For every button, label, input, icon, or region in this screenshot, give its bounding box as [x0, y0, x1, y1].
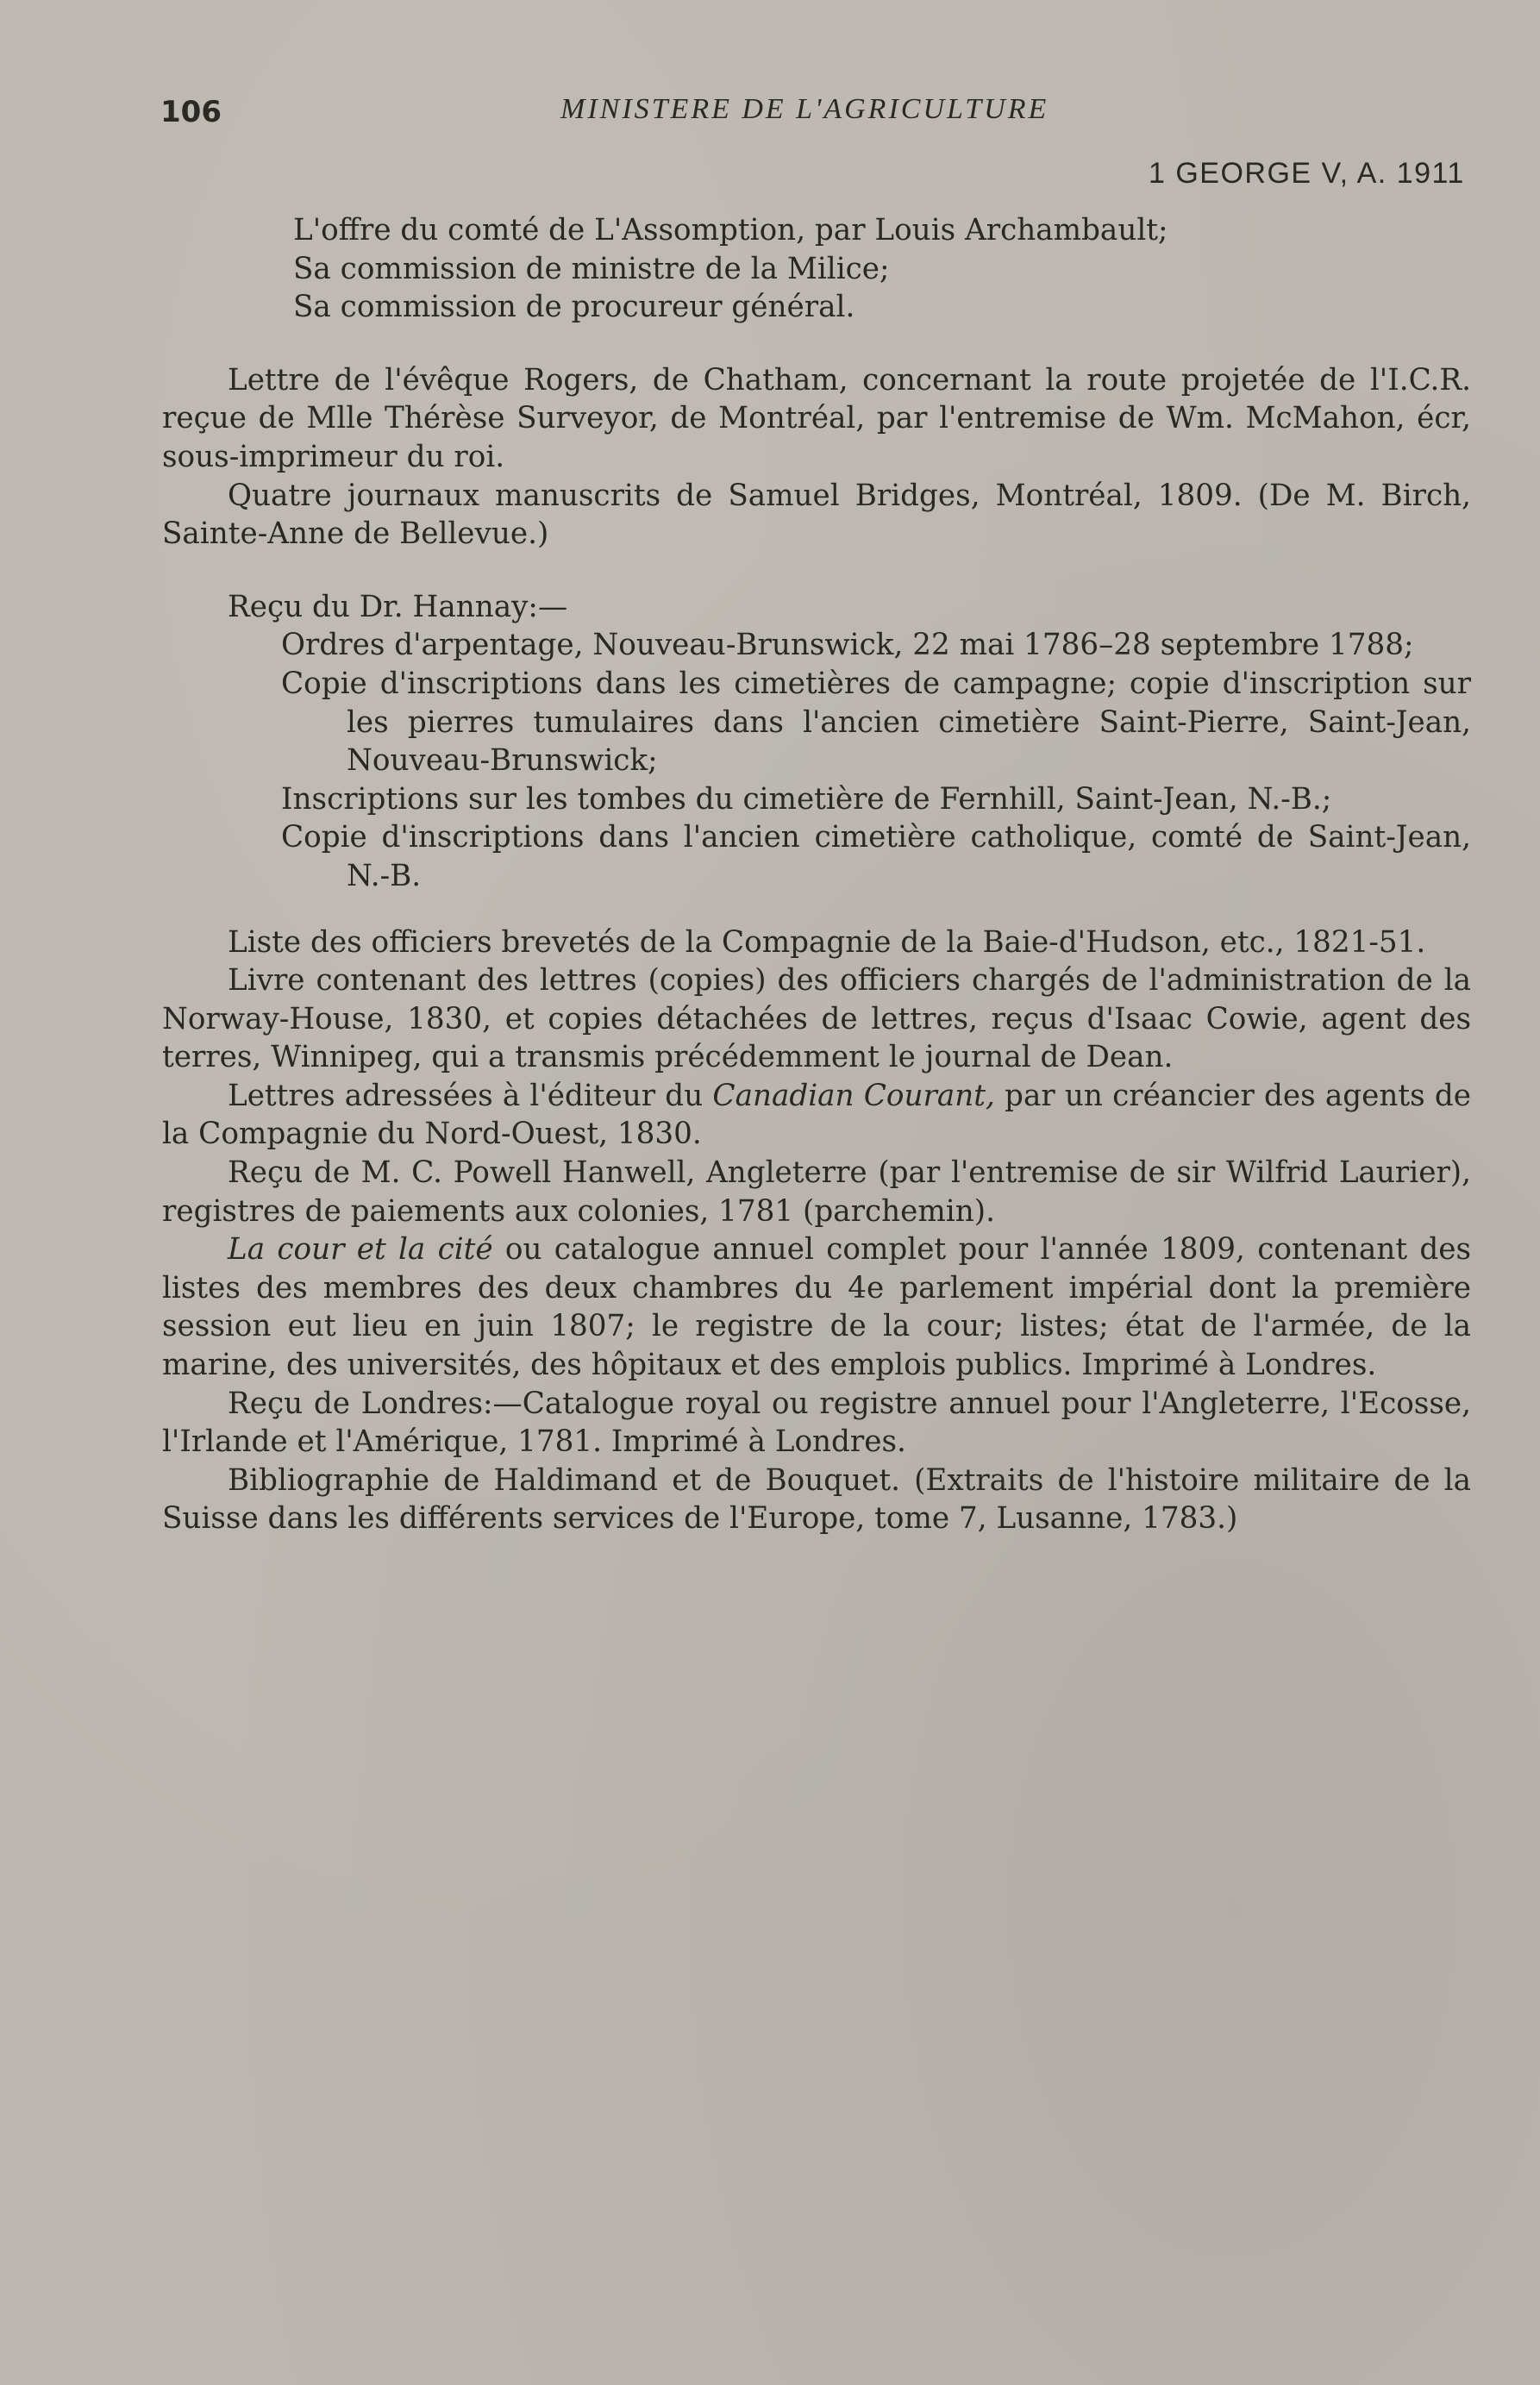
courant-text-before: Lettres adressées à l'éditeur du	[228, 1078, 713, 1113]
paragraph-officers: Liste des officiers brevetés de la Compagnie de la Baie-d'Hudson, etc., 1821-51.	[228, 924, 1426, 960]
hannay-item-2: Copie d'inscriptions dans les cimetières de campagne; copie d'inscription sur les pierres tumulaires dans l'ancien cimetière Saint-Pierre, Saint-Jean, Nouveau-Brunswick;	[281, 666, 1471, 779]
paragraph-londres: Reçu de Londres:—Catalogue royal ou registre annuel pour l'Angleterre, l'Ecosse, l'Irlande et l'Amérique, 1781. Imprimé à Londres.	[162, 1386, 1471, 1460]
hannay-item-1: Ordres d'arpentage, Nouveau-Brunswick, 22 mai 1786–28 septembre 1788;	[281, 628, 1414, 663]
hannay-item-3: Inscriptions sur les tombes du cimetière de Fernhill, Saint-Jean, N.-B.;	[281, 781, 1332, 817]
courant-text-after: par un créancier des agents de la Compagnie du Nord-Ouest, 1830.	[162, 1078, 1471, 1152]
archambault-item-3: Sa commission de procureur général.	[293, 290, 855, 325]
hannay-intro: Reçu du Dr. Hannay:—	[228, 589, 568, 624]
page-number: 106	[160, 95, 222, 129]
paragraph-courant	[162, 1077, 1471, 1154]
hannay-item-4: Copie d'inscriptions dans l'ancien cimetière catholique, comté de Saint-Jean, N.-B.	[281, 820, 1471, 893]
cour-title: La cour et la cité	[228, 1232, 493, 1268]
courant-title: Canadian Courant,	[712, 1078, 995, 1113]
cour-text-after: ou catalogue annuel complet pour l'année 1809, contenant des listes des membres des deux chambres du 4e parlement impérial dont la première session eut lieu en juin 1807; le registre de la cour; listes; état de l'armée, de la marine, des universités, des hôpitaux et des emplois publics. Imprimé à Londres.	[162, 1232, 1472, 1383]
paragraph-livre: Livre contenant des lettres (copies) des officiers chargés de l'administration de la Norway-House, 1830, et copies détachées de lettres, reçus d'Isaac Cowie, agent des terres, Winnipeg, qui a transmis précédemment le journal de Dean.	[162, 963, 1471, 1075]
paragraph-bibliographie: Bibliographie de Haldimand et de Bouquet. (Extraits de l'histoire militaire de la Suisse dans les différents services de l'Europe, tome 7, Lusanne, 1783.)	[162, 1462, 1471, 1537]
paragraph-powell: Reçu de M. C. Powell Hanwell, Angleterre (par l'entremise de sir Wilfrid Laurier), registres de paiements aux colonies, 1781 (parchemin).	[162, 1155, 1471, 1229]
paragraph-bridges: Quatre journaux manuscrits de Samuel Bridges, Montréal, 1809. (De M. Birch, Sainte-Anne de Bellevue.)	[162, 478, 1471, 552]
session-label: 1 GEORGE V, A. 1911	[1149, 157, 1465, 190]
archambault-item-2: Sa commission de ministre de la Milice;	[293, 251, 890, 286]
paragraph-cour	[162, 1230, 1471, 1384]
paragraph-rogers: Lettre de l'évêque Rogers, de Chatham, concernant la route projetée de l'I.C.R. reçue de Mlle Thérèse Surveyor, de Montréal, par l'entremise de Wm. McMahon, écr, sous-imprimeur du roi.	[162, 362, 1471, 474]
archambault-item-1: L'offre du comté de L'Assomption, par Louis Archambault;	[293, 213, 1168, 247]
running-title: MINISTERE DE L'AGRICULTURE	[560, 93, 1049, 125]
body-text	[162, 211, 1471, 1538]
